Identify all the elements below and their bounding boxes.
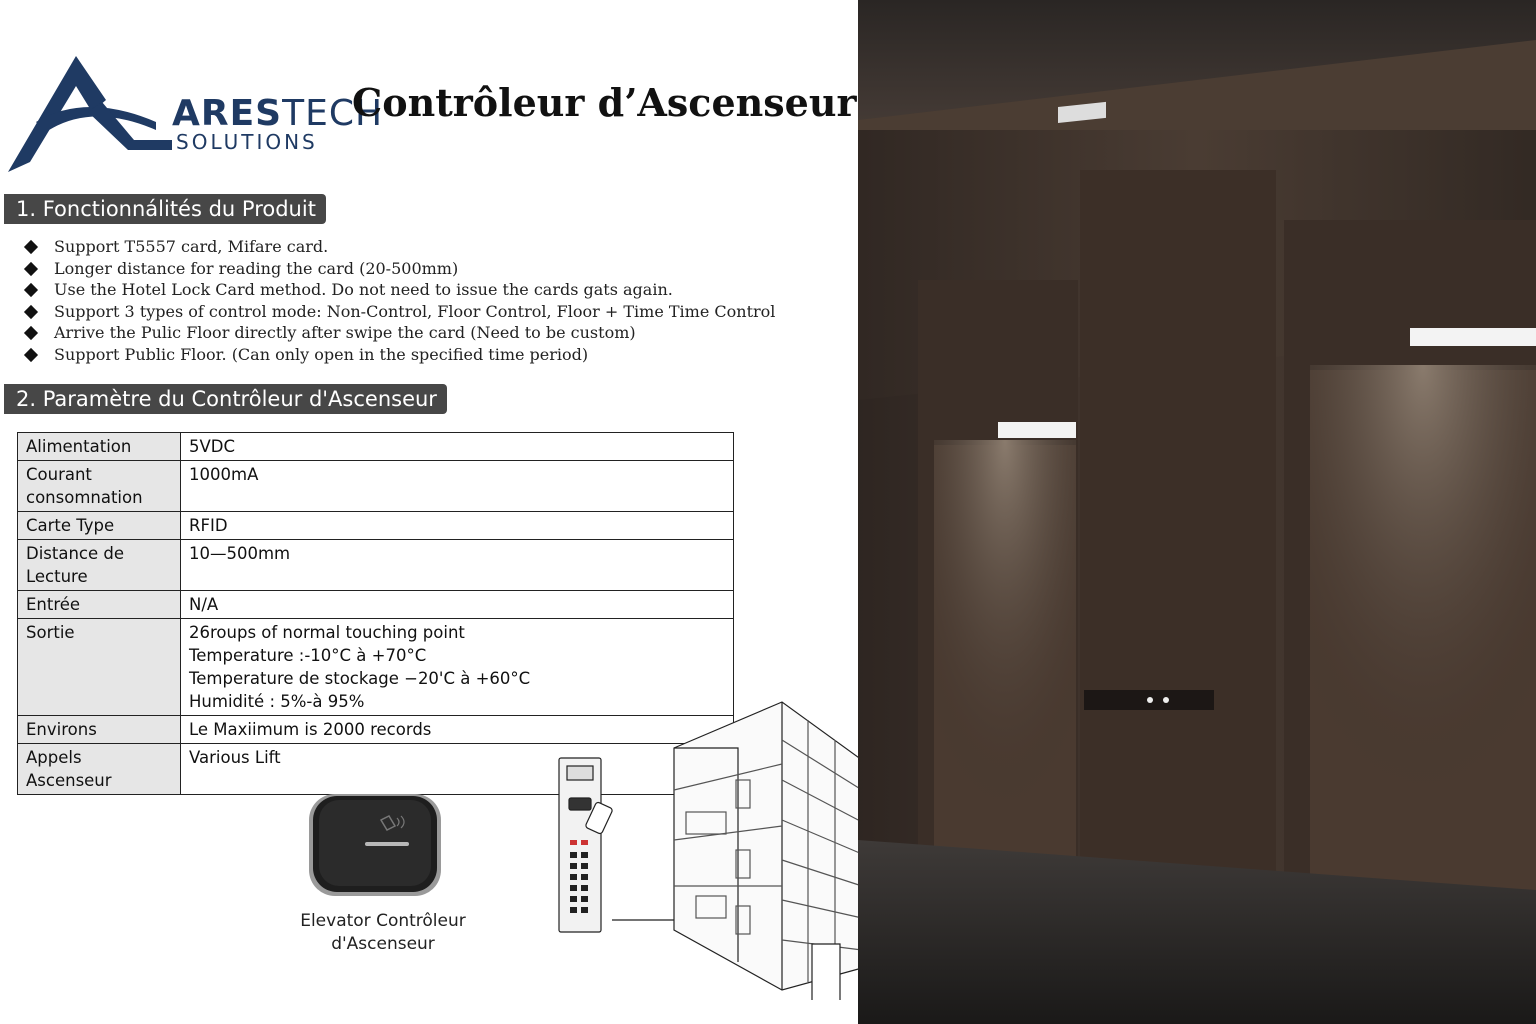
logo-brand-ares: ARES xyxy=(172,93,283,134)
param-value-line: N/A xyxy=(189,595,219,614)
feature-item xyxy=(24,344,775,366)
section-heading-parameters: 2. Paramètre du Contrôleur d'Ascenseur xyxy=(4,384,447,414)
param-value-line: Various Lift xyxy=(189,748,281,767)
page-title: Contrôleur d’Ascenseur xyxy=(352,80,857,125)
table-row xyxy=(18,433,734,461)
feature-item xyxy=(24,258,775,280)
param-value-line: Temperature :-10°C à +70°C xyxy=(189,646,427,665)
product-caption-line1: Elevator Contrôleur xyxy=(300,911,466,931)
param-value-line: Le Maxiimum is 2000 records xyxy=(189,720,432,739)
param-label: Environs xyxy=(18,716,181,744)
elevator-lobby-photo xyxy=(858,0,1536,1024)
diamond-bullet-icon xyxy=(24,262,38,276)
feature-item xyxy=(24,301,775,323)
param-value-line: 5VDC xyxy=(189,437,236,456)
elevator-building-diagram xyxy=(550,700,865,1000)
param-value-line: 1000mA xyxy=(189,465,259,484)
param-value xyxy=(181,540,734,591)
param-label: Alimentation xyxy=(18,433,181,461)
logo-brand-tech: TECH xyxy=(282,93,384,134)
logo-tagline: SOLUTIONS xyxy=(176,130,318,154)
feature-item xyxy=(24,236,775,258)
diamond-bullet-icon xyxy=(24,240,38,254)
param-value-line: Temperature de stockage −20'C à +60°C xyxy=(189,669,531,688)
param-label: Entrée xyxy=(18,591,181,619)
table-row xyxy=(18,591,734,619)
feature-text: Support Public Floor. (Can only open in the specified time period) xyxy=(54,344,589,364)
param-value xyxy=(181,433,734,461)
table-row xyxy=(18,512,734,540)
feature-text: Use the Hotel Lock Card method. Do not need to issue the cards gats again. xyxy=(54,280,673,300)
section-heading-features: 1. Fonctionnálités du Produit xyxy=(4,194,326,224)
param-value xyxy=(181,591,734,619)
param-label: Carte Type xyxy=(18,512,181,540)
param-label: Appels Ascenseur xyxy=(18,744,181,795)
feature-text: Support 3 types of control mode: Non-Control, Floor Control, Floor + Time Time Control xyxy=(54,301,776,321)
param-value-line: 10—500mm xyxy=(189,544,291,563)
product-caption xyxy=(283,910,483,956)
param-value xyxy=(181,512,734,540)
feature-text: Support T5557 card, Mifare card. xyxy=(54,237,329,256)
param-value-line: 26roups of normal touching point xyxy=(189,623,465,642)
param-value xyxy=(181,461,734,512)
diamond-bullet-icon xyxy=(24,348,38,362)
param-label: Sortie xyxy=(18,619,181,716)
param-label: Distance de Lecture xyxy=(18,540,181,591)
diamond-bullet-icon xyxy=(24,283,38,297)
feature-list xyxy=(24,236,775,366)
card-reader-icon xyxy=(305,790,445,900)
param-value-line: Humidité : 5%-à 95% xyxy=(189,692,365,711)
diamond-bullet-icon xyxy=(24,305,38,319)
feature-item xyxy=(24,279,775,301)
feature-text: Longer distance for reading the card (20-500mm) xyxy=(54,258,459,278)
diamond-bullet-icon xyxy=(24,326,38,340)
feature-item xyxy=(24,322,775,344)
table-row xyxy=(18,540,734,591)
feature-text: Arrive the Pulic Floor directly after swipe the card (Need to be custom) xyxy=(54,323,636,343)
param-label: Courant consomnation xyxy=(18,461,181,512)
param-value-line: RFID xyxy=(189,516,228,535)
table-row xyxy=(18,461,734,512)
product-caption-line2: d'Ascenseur xyxy=(331,934,435,954)
